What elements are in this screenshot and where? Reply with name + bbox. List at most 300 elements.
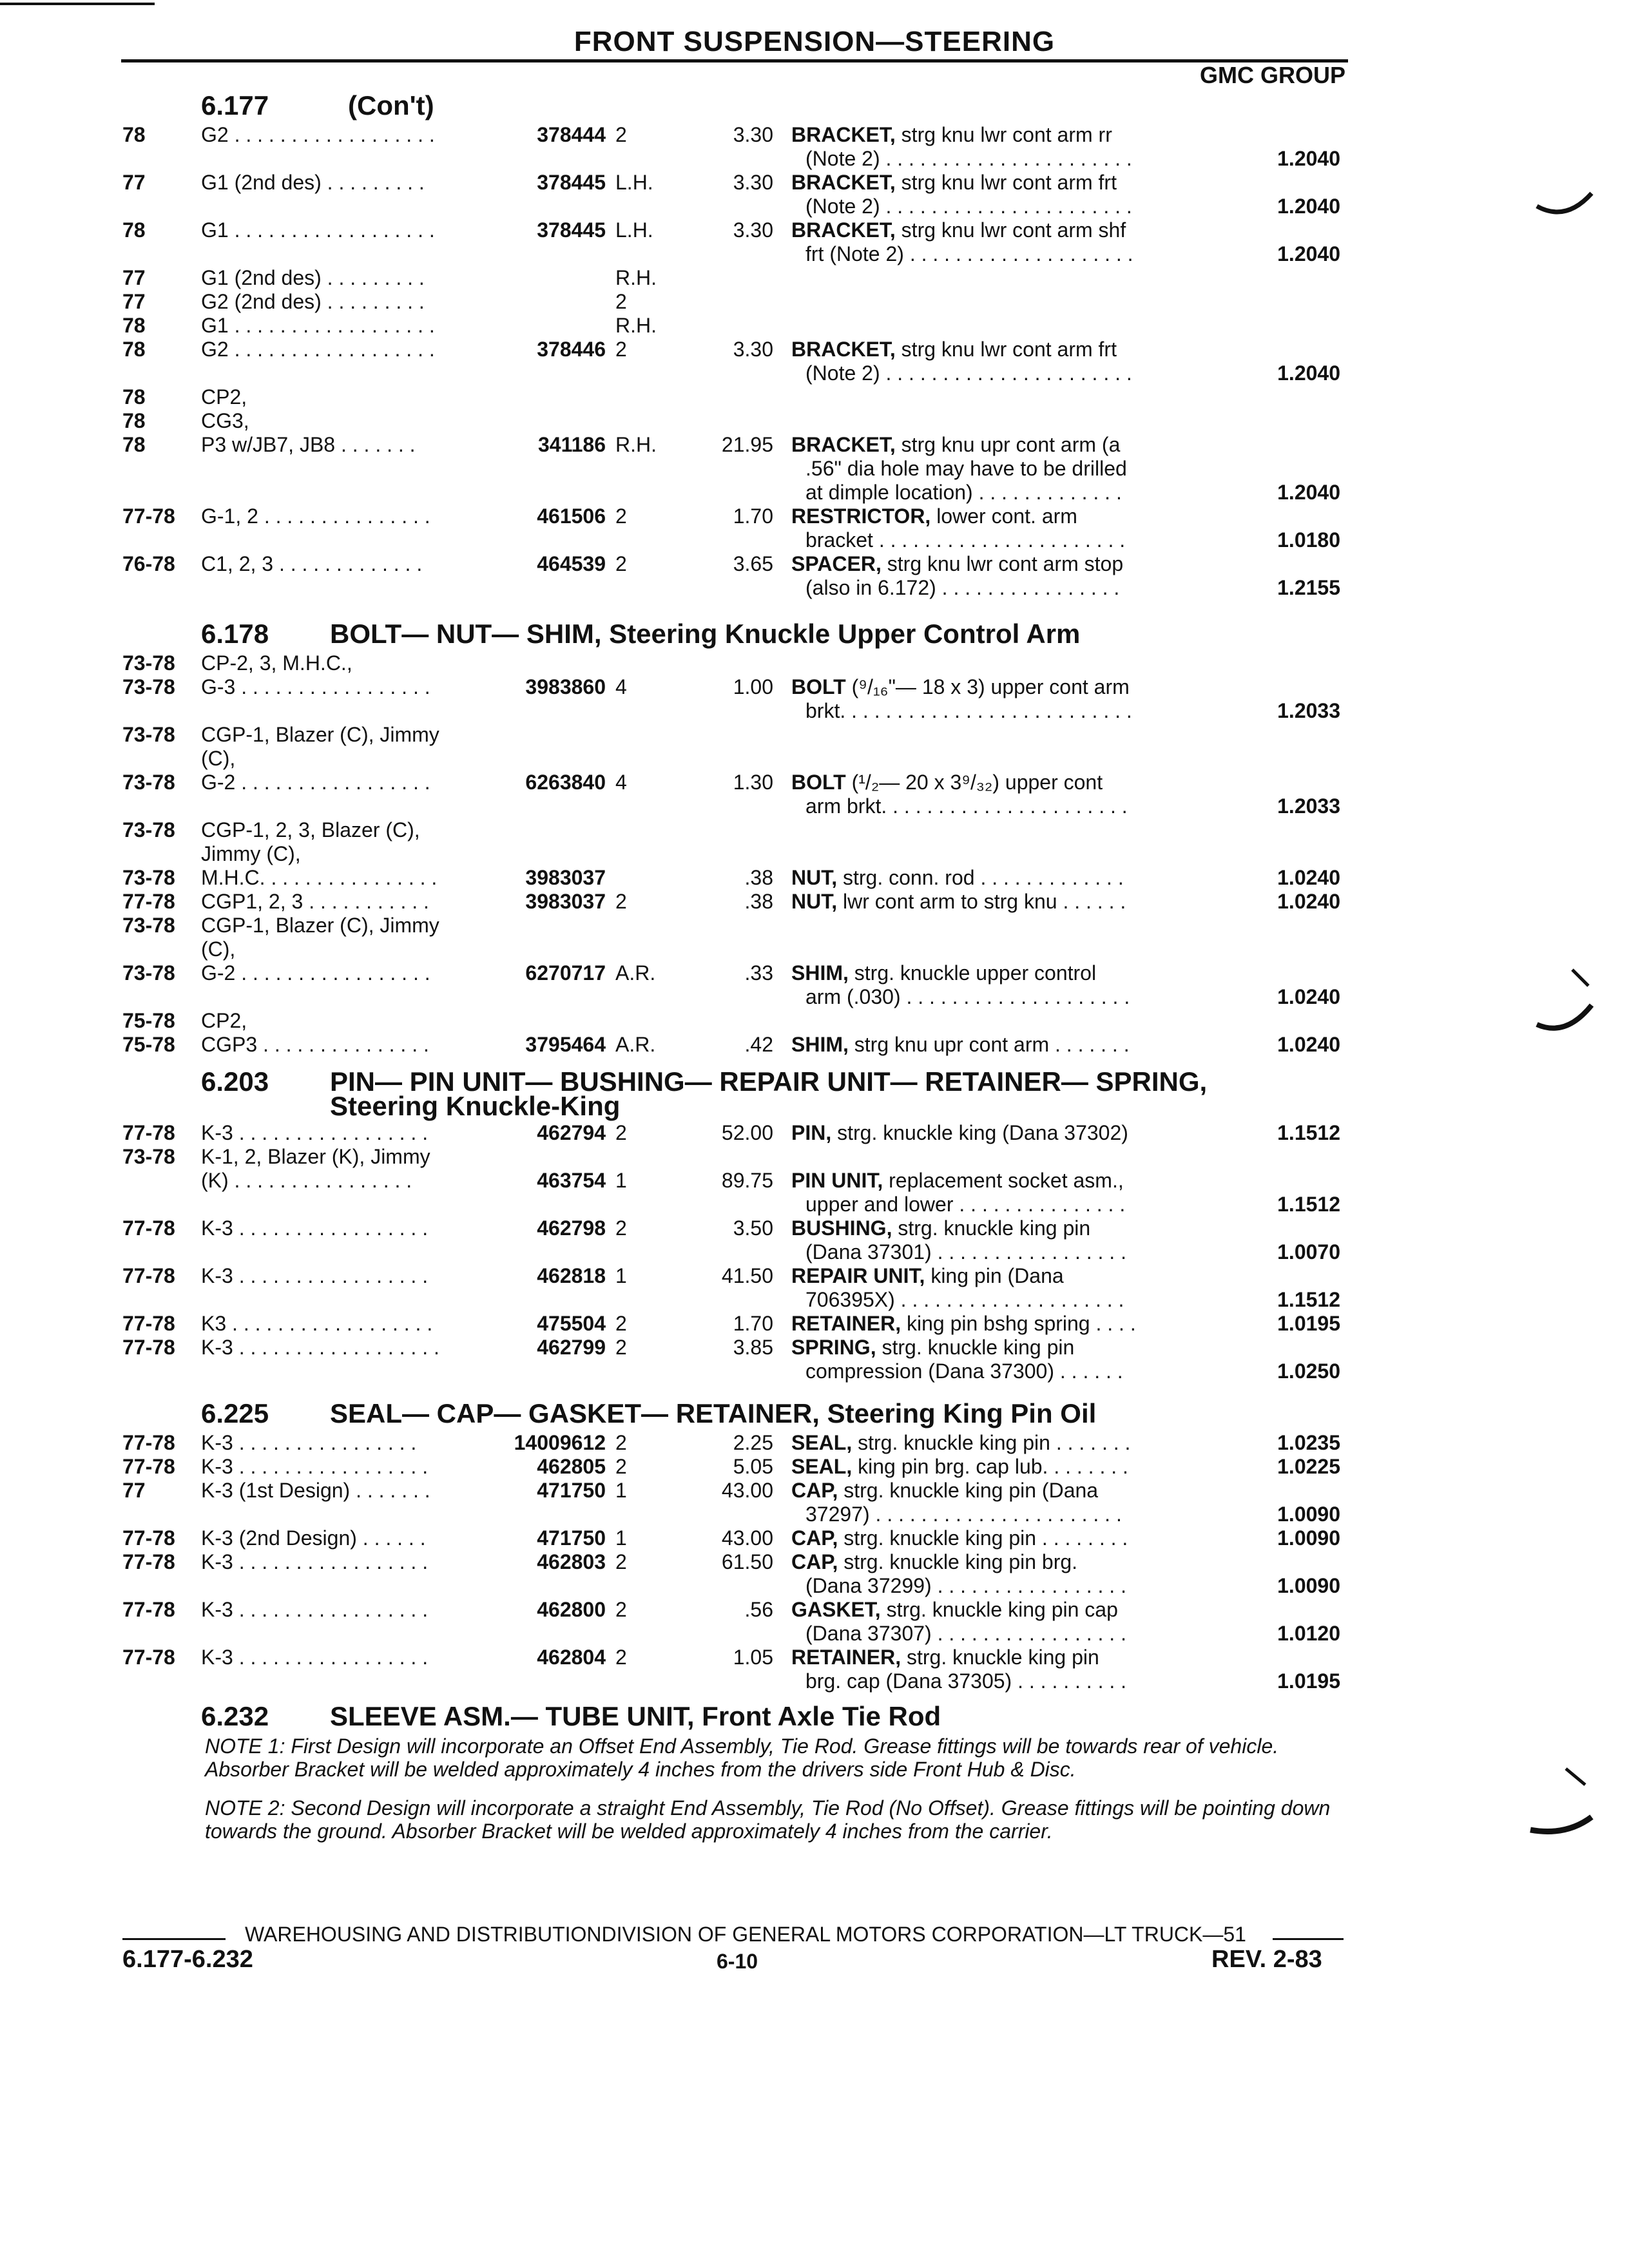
description-text: strg knu lwr cont arm rr — [895, 123, 1112, 146]
model-year: 73-78 — [122, 675, 175, 698]
group-number: 1.1512 — [1277, 1193, 1340, 1216]
table-row — [0, 122, 1629, 147]
table-row — [0, 337, 1629, 361]
price: 3.30 — [733, 218, 773, 242]
group-number: 1.2040 — [1277, 195, 1340, 218]
part-number: 462803 — [537, 1550, 606, 1573]
table-row-continued — [0, 1287, 1629, 1312]
quantity: 1 — [615, 1526, 627, 1550]
model: K-3 (1st Design) . . . . . . . — [201, 1479, 430, 1502]
binder-mark-2 — [1534, 966, 1598, 1044]
quantity: 2 — [615, 552, 627, 575]
description — [791, 1645, 1099, 1669]
model-year: 78 — [122, 433, 146, 456]
description-text: (¹/₂— 20 x 3⁹/₃₂) upper cont — [845, 771, 1103, 794]
table-row — [0, 1168, 1629, 1193]
group-number: 1.0090 — [1277, 1574, 1340, 1597]
description-continued: 37297) . . . . . . . . . . . . . . . . . . . . . . — [805, 1503, 1122, 1526]
part-number: 3983037 — [525, 866, 606, 889]
table-row-continued — [0, 985, 1629, 1009]
description-keyword: PIN, — [791, 1121, 832, 1144]
part-number: 378445 — [537, 218, 606, 242]
model-year: 76-78 — [122, 552, 175, 575]
model: K-3 . . . . . . . . . . . . . . . . . . — [201, 1336, 439, 1359]
description-continued: (Note 2) . . . . . . . . . . . . . . . . . . . . . . — [805, 147, 1132, 170]
model: Jimmy (C), — [201, 842, 301, 865]
description-text: strg knu lwr cont arm shf — [895, 218, 1126, 242]
description-keyword: RETAINER, — [791, 1646, 901, 1669]
quantity: 1 — [615, 1264, 627, 1287]
description — [791, 889, 1126, 914]
table-row — [0, 1144, 1629, 1169]
description — [791, 552, 1123, 576]
group-number: 1.0240 — [1277, 866, 1340, 889]
page-title: FRONT SUSPENSION—STEERING — [574, 26, 1055, 57]
table-row — [0, 937, 1629, 961]
quantity: 2 — [615, 1646, 627, 1669]
model: G1 (2nd des) . . . . . . . . . — [201, 266, 425, 289]
description-text: strg knu upr cont arm (a — [895, 433, 1121, 456]
group-number: 1.1512 — [1277, 1121, 1340, 1144]
price: 1.05 — [733, 1646, 773, 1669]
description-continued: 706395X) . . . . . . . . . . . . . . . . . . . . — [805, 1288, 1124, 1311]
quantity: 2 — [615, 123, 627, 146]
model: G2 . . . . . . . . . . . . . . . . . . — [201, 123, 435, 146]
table-row-continued — [0, 1192, 1629, 1216]
description-keyword: REPAIR UNIT, — [791, 1264, 925, 1287]
model: G-3 . . . . . . . . . . . . . . . . . — [201, 675, 430, 698]
description-text: king pin bshg spring . . . . — [901, 1312, 1136, 1335]
model: CP2, — [201, 1009, 247, 1032]
table-row-continued — [0, 1621, 1629, 1646]
price: 3.30 — [733, 338, 773, 361]
table-row — [0, 385, 1629, 409]
description-keyword: RETAINER, — [791, 1312, 901, 1335]
description-continued: (Note 2) . . . . . . . . . . . . . . . . . . . . . . — [805, 195, 1132, 218]
description — [791, 1526, 1128, 1550]
description-text: strg. knuckle king pin . . . . . . . — [852, 1431, 1131, 1454]
part-number: 463754 — [537, 1169, 606, 1192]
table-row — [0, 1032, 1629, 1057]
description — [791, 1478, 1098, 1503]
header-rule — [121, 59, 1348, 62]
table-row — [0, 841, 1629, 866]
model-year: 73-78 — [122, 771, 175, 794]
section-title: SLEEVE ASM.— TUBE UNIT, Front Axle Tie Rod — [330, 1701, 941, 1731]
table-row — [0, 675, 1629, 699]
table-row — [0, 552, 1629, 576]
model-year: 73-78 — [122, 723, 175, 746]
table-row — [0, 1550, 1629, 1574]
description-text: king pin (Dana — [925, 1264, 1064, 1287]
model-year: 77-78 — [122, 1431, 175, 1454]
model: G2 . . . . . . . . . . . . . . . . . . — [201, 338, 435, 361]
model: (K) . . . . . . . . . . . . . . . . — [201, 1169, 412, 1192]
section-number: 6.178 — [201, 619, 269, 649]
table-row — [0, 1008, 1629, 1033]
part-number: 378446 — [537, 338, 606, 361]
table-row — [0, 289, 1629, 314]
model-year: 77-78 — [122, 1312, 175, 1335]
group-number: 1.0090 — [1277, 1526, 1340, 1550]
table-row-continued — [0, 1240, 1629, 1264]
model: G-1, 2 . . . . . . . . . . . . . . . — [201, 505, 430, 528]
description — [791, 1216, 1090, 1240]
description-text: strg. knuckle king pin — [892, 1216, 1091, 1240]
section-title: (Con't) — [348, 90, 434, 120]
quantity: A.R. — [615, 961, 656, 985]
model-year: 73-78 — [122, 866, 175, 889]
group-number: 1.0240 — [1277, 1033, 1340, 1056]
part-number: 378445 — [537, 171, 606, 194]
part-number: 378444 — [537, 123, 606, 146]
description — [791, 170, 1117, 195]
description-keyword: NUT, — [791, 890, 838, 913]
part-number: 3795464 — [525, 1033, 606, 1056]
section-number: 6.232 — [201, 1701, 269, 1731]
price: 3.30 — [733, 123, 773, 146]
table-row — [0, 770, 1629, 794]
model-year: 77-78 — [122, 1646, 175, 1669]
quantity: 2 — [615, 505, 627, 528]
model: K-3 . . . . . . . . . . . . . . . . . — [201, 1264, 429, 1287]
part-number: 341186 — [537, 433, 606, 456]
quantity: L.H. — [615, 171, 653, 194]
description — [791, 504, 1077, 528]
model-year: 73-78 — [122, 1145, 175, 1168]
model-year: 77-78 — [122, 1216, 175, 1240]
model-year: 77-78 — [122, 1455, 175, 1478]
model: CP2, — [201, 385, 247, 408]
table-row — [0, 1454, 1629, 1479]
description-keyword: BRACKET, — [791, 171, 896, 194]
table-row — [0, 651, 1629, 675]
quantity: 2 — [615, 338, 627, 361]
group-number: 1.0180 — [1277, 528, 1340, 552]
description-text: strg. knuckle king pin cap — [880, 1598, 1118, 1621]
model: (C), — [201, 937, 236, 961]
model: G-2 . . . . . . . . . . . . . . . . . — [201, 961, 430, 985]
group-label: GMC GROUP — [1199, 62, 1345, 88]
model: K3 . . . . . . . . . . . . . . . . . . — [201, 1312, 433, 1335]
price: 3.30 — [733, 171, 773, 194]
description-continued: arm (.030) . . . . . . . . . . . . . . . . . . . . — [805, 985, 1130, 1008]
description-text: strg knu lwr cont arm frt — [895, 338, 1117, 361]
table-row-continued — [0, 1669, 1629, 1693]
description-text: strg. knuckle king pin — [876, 1336, 1075, 1359]
model-year: 78 — [122, 409, 146, 432]
description-keyword: CAP, — [791, 1479, 838, 1502]
price: 1.00 — [733, 675, 773, 698]
model-year: 75-78 — [122, 1009, 175, 1032]
price: .38 — [744, 866, 773, 889]
part-number: 6270717 — [525, 961, 606, 985]
description-text: replacement socket asm., — [883, 1169, 1124, 1192]
description-text: strg. knuckle king pin brg. — [838, 1550, 1078, 1573]
description-continued: at dimple location) . . . . . . . . . . . . . — [805, 481, 1122, 504]
description-continued: (also in 6.172) . . . . . . . . . . . . . . . . — [805, 576, 1120, 599]
description-keyword: PIN UNIT, — [791, 1169, 883, 1192]
description-keyword: SHIM, — [791, 961, 849, 985]
description-keyword: SEAL, — [791, 1431, 853, 1454]
table-row — [0, 313, 1629, 338]
description-text: strg. knuckle upper control — [848, 961, 1097, 985]
price: 43.00 — [721, 1526, 773, 1550]
description-keyword: BOLT — [791, 771, 846, 794]
quantity: 2 — [615, 1312, 627, 1335]
part-number: 464539 — [537, 552, 606, 575]
quantity: 2 — [615, 1121, 627, 1144]
part-number: 471750 — [537, 1526, 606, 1550]
description-keyword: CAP, — [791, 1526, 838, 1550]
group-number: 1.2040 — [1277, 361, 1340, 385]
table-row-continued — [0, 575, 1629, 600]
description-text: strg. conn. rod . . . . . . . . . . . . . — [837, 866, 1124, 889]
description-continued: (Dana 37307) . . . . . . . . . . . . . . . . . — [805, 1622, 1126, 1645]
table-row-continued — [0, 480, 1629, 505]
quantity: 2 — [615, 1216, 627, 1240]
description-keyword: BUSHING, — [791, 1216, 892, 1240]
section-title: PIN— PIN UNIT— BUSHING— REPAIR UNIT— RETAINER— SPRING, — [330, 1066, 1208, 1097]
quantity: 2 — [615, 1455, 627, 1478]
part-number: 6263840 — [525, 771, 606, 794]
table-row — [0, 865, 1629, 890]
quantity: R.H. — [615, 314, 657, 337]
model-year: 78 — [122, 338, 146, 361]
model-year: 77 — [122, 171, 146, 194]
description — [791, 432, 1120, 457]
footer-division: WAREHOUSING AND DISTRIBUTIONDIVISION OF GENERAL MOTORS CORPORATION—LT TRUCK—51 — [245, 1923, 1246, 1946]
description-keyword: BRACKET, — [791, 338, 896, 361]
description-text: lower cont. arm — [930, 505, 1077, 528]
description-text: strg knu lwr cont arm frt — [895, 171, 1117, 194]
model-year: 77 — [122, 290, 146, 313]
model-year: 78 — [122, 123, 146, 146]
price: 41.50 — [721, 1264, 773, 1287]
model: CGP1, 2, 3 . . . . . . . . . . . — [201, 890, 429, 913]
description — [791, 1335, 1074, 1360]
group-number: 1.0240 — [1277, 985, 1340, 1008]
part-number: 461506 — [537, 505, 606, 528]
description — [791, 1311, 1136, 1336]
price: 89.75 — [721, 1169, 773, 1192]
footer-rule-right — [1273, 1938, 1344, 1940]
table-row — [0, 1335, 1629, 1360]
quantity: 4 — [615, 771, 627, 794]
model-year: 77-78 — [122, 890, 175, 913]
description-keyword: BRACKET, — [791, 218, 896, 242]
description-text: strg. knuckle king pin . . . . . . . . — [838, 1526, 1128, 1550]
group-number: 1.2040 — [1277, 242, 1340, 265]
footer-page-number: 6-10 — [717, 1950, 758, 1973]
group-number: 1.2040 — [1277, 481, 1340, 504]
description-continued: bracket . . . . . . . . . . . . . . . . . . . . . . — [805, 528, 1126, 552]
table-row — [0, 889, 1629, 914]
table-row — [0, 170, 1629, 195]
description-continued: compression (Dana 37300) . . . . . . — [805, 1360, 1123, 1383]
table-row — [0, 818, 1629, 842]
table-row — [0, 218, 1629, 242]
quantity: R.H. — [615, 266, 657, 289]
table-row-continued — [0, 456, 1629, 481]
description — [791, 1550, 1077, 1574]
price: 2.25 — [733, 1431, 773, 1454]
model: (C), — [201, 747, 236, 770]
section-number: 6.177 — [201, 90, 269, 120]
group-number: 1.0235 — [1277, 1431, 1340, 1454]
model-year: 77 — [122, 266, 146, 289]
description-continued: frt (Note 2) . . . . . . . . . . . . . . . . . . . . — [805, 242, 1133, 265]
part-number: 462794 — [537, 1121, 606, 1144]
group-number: 1.0120 — [1277, 1622, 1340, 1645]
section-number: 6.225 — [201, 1398, 269, 1428]
description — [791, 337, 1117, 361]
table-row-continued — [0, 1502, 1629, 1526]
model: CGP3 . . . . . . . . . . . . . . . — [201, 1033, 429, 1056]
table-row-continued — [0, 794, 1629, 818]
quantity: 2 — [615, 1550, 627, 1573]
description — [791, 675, 1130, 699]
price: 3.65 — [733, 552, 773, 575]
group-number: 1.0195 — [1277, 1312, 1340, 1335]
table-row-continued — [0, 194, 1629, 218]
quantity: 1 — [615, 1479, 627, 1502]
description — [791, 1597, 1118, 1622]
model: G1 . . . . . . . . . . . . . . . . . . — [201, 218, 435, 242]
description-keyword: GASKET, — [791, 1598, 881, 1621]
group-number: 1.2040 — [1277, 147, 1340, 170]
footer-rule-left — [122, 1938, 226, 1940]
group-number: 1.1512 — [1277, 1288, 1340, 1311]
model: K-3 . . . . . . . . . . . . . . . . . — [201, 1121, 429, 1144]
price: 43.00 — [721, 1479, 773, 1502]
binder-mark-1 — [1534, 187, 1598, 226]
model-year: 77-78 — [122, 1526, 175, 1550]
model-year: 77 — [122, 1479, 146, 1502]
description — [791, 218, 1126, 242]
table-row — [0, 1216, 1629, 1240]
model-year: 73-78 — [122, 818, 175, 841]
model: K-3 (2nd Design) . . . . . . — [201, 1526, 426, 1550]
model-year: 73-78 — [122, 914, 175, 937]
part-number: 3983860 — [525, 675, 606, 698]
part-number: 3983037 — [525, 890, 606, 913]
price: 3.50 — [733, 1216, 773, 1240]
table-row — [0, 408, 1629, 433]
description-continued: upper and lower . . . . . . . . . . . . . . . — [805, 1193, 1126, 1216]
model: K-3 . . . . . . . . . . . . . . . . . — [201, 1550, 429, 1573]
table-row-continued — [0, 361, 1629, 385]
part-number: 462818 — [537, 1264, 606, 1287]
table-row — [0, 746, 1629, 771]
description-text: strg knu lwr cont arm stop — [881, 552, 1124, 575]
binder-mark-3 — [1527, 1753, 1598, 1849]
description-continued: .56" dia hole may have to be drilled — [805, 457, 1127, 480]
part-number: 14009612 — [514, 1431, 606, 1454]
group-number: 1.2033 — [1277, 699, 1340, 722]
table-row-continued — [0, 1573, 1629, 1598]
description-keyword: SPRING, — [791, 1336, 876, 1359]
table-row — [0, 1526, 1629, 1550]
part-number: 462804 — [537, 1646, 606, 1669]
group-number: 1.0225 — [1277, 1455, 1340, 1478]
description-text: lwr cont arm to strg knu . . . . . . — [837, 890, 1126, 913]
price: 61.50 — [721, 1550, 773, 1573]
table-row — [0, 1478, 1629, 1503]
model-year: 77-78 — [122, 1336, 175, 1359]
price: .56 — [744, 1598, 773, 1621]
price: .38 — [744, 890, 773, 913]
model: G2 (2nd des) . . . . . . . . . — [201, 290, 425, 313]
table-row — [0, 432, 1629, 457]
model-year: 77-78 — [122, 1598, 175, 1621]
quantity: 2 — [615, 890, 627, 913]
description-text: strg. knuckle king pin — [901, 1646, 1099, 1669]
description-text: strg. knuckle king (Dana 37302) — [831, 1121, 1128, 1144]
description-continued: arm brkt. . . . . . . . . . . . . . . . . . . . . . — [805, 794, 1128, 818]
table-row — [0, 961, 1629, 985]
quantity: 2 — [615, 1598, 627, 1621]
price: 52.00 — [721, 1121, 773, 1144]
group-number: 1.2033 — [1277, 794, 1340, 818]
description — [791, 122, 1112, 147]
model-year: 77-78 — [122, 1550, 175, 1573]
model-year: 78 — [122, 385, 146, 408]
group-number: 1.0240 — [1277, 890, 1340, 913]
table-row-continued — [0, 1359, 1629, 1383]
group-number: 1.2155 — [1277, 576, 1340, 599]
description-continued: brkt. . . . . . . . . . . . . . . . . . . . . . . . . . — [805, 699, 1132, 722]
price: 21.95 — [721, 433, 773, 456]
price: .42 — [744, 1033, 773, 1056]
description — [791, 1454, 1128, 1479]
model: K-3 . . . . . . . . . . . . . . . . . — [201, 1216, 429, 1240]
description-text: strg. knuckle king pin (Dana — [838, 1479, 1099, 1502]
group-number: 1.0195 — [1277, 1669, 1340, 1693]
model-year: 77-78 — [122, 505, 175, 528]
section-title-continued: Steering Knuckle-King — [330, 1091, 621, 1121]
model: K-1, 2, Blazer (K), Jimmy — [201, 1145, 430, 1168]
table-row — [0, 1645, 1629, 1669]
model-year: 75-78 — [122, 1033, 175, 1056]
price: 1.70 — [733, 1312, 773, 1335]
description-keyword: BRACKET, — [791, 433, 896, 456]
part-number: 462800 — [537, 1598, 606, 1621]
description — [791, 770, 1103, 794]
description-keyword: NUT, — [791, 866, 838, 889]
model: G1 . . . . . . . . . . . . . . . . . . — [201, 314, 435, 337]
description-text: king pin brg. cap lub. . . . . . . . — [852, 1455, 1128, 1478]
quantity: R.H. — [615, 433, 657, 456]
model-year: 78 — [122, 314, 146, 337]
model: P3 w/JB7, JB8 . . . . . . . — [201, 433, 416, 456]
part-number: 471750 — [537, 1479, 606, 1502]
table-row — [0, 1264, 1629, 1288]
description-continued: (Dana 37301) . . . . . . . . . . . . . . . . . — [805, 1240, 1126, 1264]
model: CGP-1, 2, 3, Blazer (C), — [201, 818, 420, 841]
description-keyword: CAP, — [791, 1550, 838, 1573]
model: CGP-1, Blazer (C), Jimmy — [201, 723, 439, 746]
quantity: 2 — [615, 1431, 627, 1454]
model-year: 77-78 — [122, 1121, 175, 1144]
table-row — [0, 1120, 1629, 1145]
table-row — [0, 1311, 1629, 1336]
quantity: L.H. — [615, 218, 653, 242]
description-keyword: SEAL, — [791, 1455, 853, 1478]
price: 3.85 — [733, 1336, 773, 1359]
description — [791, 1264, 1064, 1288]
footer-revision: REV. 2-83 — [1211, 1946, 1322, 1973]
